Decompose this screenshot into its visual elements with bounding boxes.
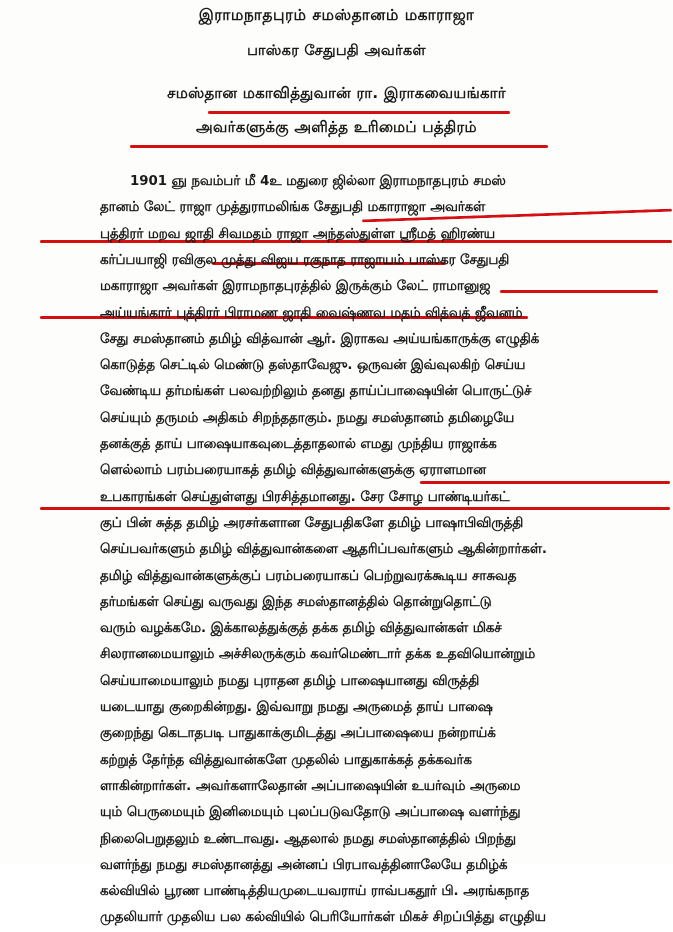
body-line: தமிழ் வித்துவான்களுக்குப் பரம்பரையாகப் பெற்றுவரக்கூடிய சாசுவத xyxy=(100,568,517,584)
body-line: முதலியார் முதலிய பல கல்வியில் பெரியோர்கள் மிகச் சிறப்பித்து எழுதிய xyxy=(100,910,546,926)
body-line: தர்மங்கள் செய்து வருவது இந்த சமஸ்தானத்தில் தொன்றுதொட்டு xyxy=(100,594,492,610)
body-line: 1901 ஞு நவம்பர் மீ 4உ மதுரை ஜில்லா இராமநாதபுரம் சமஸ் xyxy=(130,174,506,189)
body-line: குறைந்து கெடாதபடி பாதுகாக்குமிடத்து அப்பாஷையை நன்றாய்க் xyxy=(100,726,496,742)
body-line: குப் பின் சுத்த தமிழ் அரசர்களான சேதுபதிகளே தமிழ் பாஷாபிவிருத்தி xyxy=(100,515,524,531)
body-line: கல்வியில் பூரண பாண்டித்தியமுடையவராய் ராவ்பகதூர் பி. அரங்கநாத xyxy=(100,884,530,900)
annotation-underline-heading3 xyxy=(208,111,510,114)
body-line: அய்யங்கார் புத்திரர் பிராமண ஜாதி வைஷ்ணவ மதம் வித்வத் ஜீவனம் xyxy=(100,305,523,321)
body-line: சேது சமஸ்தானம் தமிழ் வித்வான் ஆர். இராகவ அய்யங்காருக்கு எழுதிக் xyxy=(100,331,540,347)
body-line: வளர்ந்து நமது சமஸ்தானத்து அன்னப் பிரபாவத்தினாலேயே தமிழ்க் xyxy=(100,857,508,873)
body-line: வேண்டிய தர்மங்கள் பலவற்றிலும் தனது தாய்ப்பாஷையின் பொருட்டுச் xyxy=(100,384,532,400)
body-line: உபகாரங்கள் செய்துள்ளது பிரசித்தமானது. சேர சோழ பாண்டியர்கட் xyxy=(100,489,510,505)
body-line: செய்பவர்களும் தமிழ் வித்துவான்களை ஆதரிப்பவர்களும் ஆகின்றார்கள். xyxy=(100,542,547,558)
body-line: சிலரானமையாலும் அச்சிலருக்கும் கவர்மெண்டார் தக்க உதவியொன்றும் xyxy=(100,647,536,663)
body-line: கொடுத்த செட்டில் மெண்டு தஸ்தாவேஜு. ஒருவன் இவ்வுலகிற் செய்ய xyxy=(100,358,526,374)
body-line: ளெல்லாம் பரம்பரையாகத் தமிழ் வித்துவான்களுக்கு ஏராளமான xyxy=(100,463,486,479)
body-line: புத்திரர் மறவ ஜாதி சிவமதம் ராஜா அந்தஸ்துள்ள ஸ்ரீமத் ஹிரண்ய xyxy=(100,226,496,242)
heading-line-2: பாஸ்கர சேதுபதி அவர்கள் xyxy=(247,43,426,59)
body-line: செய்யாமையாலும் நமது புராதன தமிழ் பாஷையானது விருத்தி xyxy=(100,673,480,689)
heading-line-3: சமஸ்தான மகாவித்துவான் ரா. இராகவையங்கார் xyxy=(167,84,506,102)
body-line: யடையாது குறைகின்றது. இவ்வாறு நமது அருமைத் தாய் பாஷை xyxy=(100,700,493,715)
heading-line-1: இராமநாதபுரம் சமஸ்தானம் மகாராஜா xyxy=(198,6,475,24)
annotation-underline-heading4 xyxy=(130,145,548,148)
body-line: கற்றுத் தேர்ந்த வித்துவான்களே முதலில் பாதுகாக்கத் தக்கவர்க xyxy=(100,752,472,768)
body-line: ளாகின்றார்கள். அவர்களாலேதான் அப்பாஷையின் உயர்வும் அருமை xyxy=(100,778,521,794)
body-line: தானம் லேட் ராஜா முத்துராமலிங்க சேதுபதி மகாராஜா அவர்கள் xyxy=(100,200,486,216)
heading-line-4: அவர்களுக்கு அளித்த உரிமைப் பத்திரம் xyxy=(196,118,477,136)
body-line: யும் பெருமையும் இனிமையும் புலப்படுவதோடு அப்பாஷை வளர்ந்து xyxy=(100,805,521,821)
body-line: மகாராஜா அவர்கள் இராமநாதபுரத்தில் இருக்கும் லேட் ராமானுஜ xyxy=(100,279,491,295)
body-line: வரும் வழக்கமே. இக்காலத்துக்குத் தக்க தமிழ் வித்துவான்கள் மிகச் xyxy=(100,621,502,637)
body-line: கர்ப்பயாஜி ரவிகுல முத்து விஜய ரகுநாத ராஜாயம் பாஸ்கர சேதுபதி xyxy=(100,252,510,268)
body-line: செய்யும் தருமம் அதிகம் சிறந்ததாகும். நமது சமஸ்தானம் தமிழையே xyxy=(100,410,515,426)
body-line: தனக்குத் தாய் பாஷையாகவுடைத்தாதலால் எமது முந்திய ராஜாக்க xyxy=(100,437,497,452)
body-line: நிலைபெறுதலும் உண்டாவது. ஆதலால் நமது சமஸ்தானத்தில் பிறந்து xyxy=(100,831,516,847)
